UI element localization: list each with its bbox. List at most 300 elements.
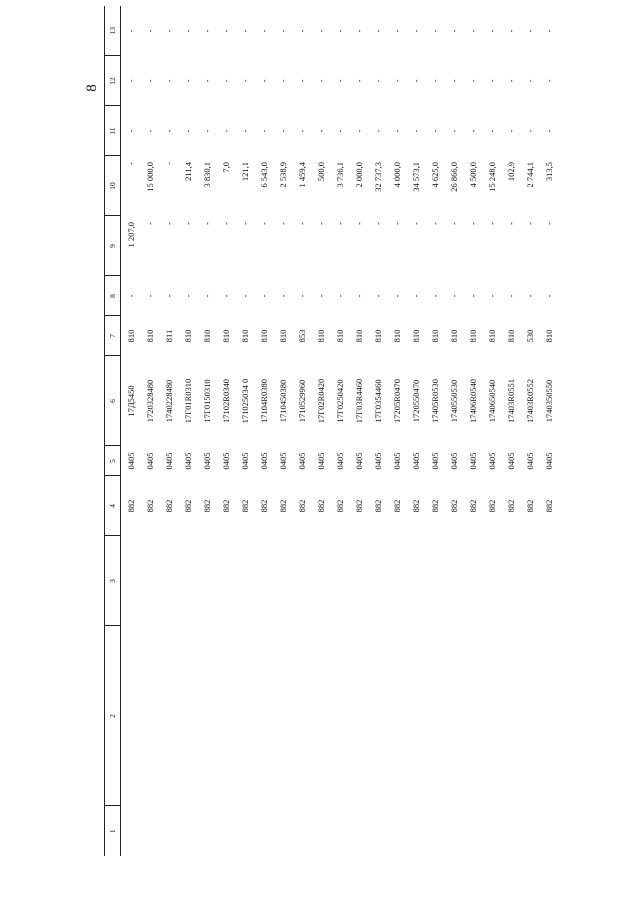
column-header-8: 8	[105, 276, 121, 316]
table-cell-col-13: -	[201, 29, 212, 33]
table-cell-col-1	[425, 806, 444, 856]
table-cell-col-11: -	[315, 129, 326, 133]
table-cell-col-1	[501, 806, 520, 856]
table-container	[104, 27, 578, 856]
table-cell-col-11: -	[372, 129, 383, 133]
table-cell-col-13: -	[220, 29, 231, 33]
table-cell-col-4: 882	[448, 499, 459, 513]
table-cell-col-2	[425, 626, 444, 806]
table-cell-col-5: 0405	[429, 452, 440, 470]
table-cell-col-6: 171025034 0	[239, 378, 250, 424]
column-header-7: 7	[105, 316, 121, 356]
table-cell-col-12: -	[467, 79, 478, 83]
table-cell-col-11: -	[391, 129, 402, 133]
table-cell-col-1	[292, 806, 311, 856]
table-cell-col-8: -	[410, 294, 421, 298]
table-cell-col-10: 4 625,0	[429, 162, 440, 188]
table-cell-col-2	[292, 626, 311, 806]
table-row	[254, 6, 273, 856]
table-cell-col-6: 17Г0250420	[334, 379, 345, 423]
table-cell-col-9: -	[467, 222, 478, 225]
table-cell-col-5: 0405	[486, 452, 497, 470]
table-cell-col-4: 882	[239, 499, 250, 513]
table-cell-col-5: 0405	[524, 452, 535, 470]
table-cell-col-9: -	[201, 222, 212, 225]
table-cell-col-9: -	[410, 222, 421, 225]
table-cell-col-11: -	[467, 129, 478, 133]
budget-table	[104, 6, 558, 856]
table-cell-col-5: 0405	[163, 452, 174, 470]
table-cell-col-7: 810	[334, 329, 345, 343]
table-cell-col-2	[520, 626, 539, 806]
table-cell-col-13: -	[372, 29, 383, 33]
table-cell-col-4: 882	[372, 499, 383, 513]
table-cell-col-13: -	[410, 29, 421, 33]
table-row	[216, 6, 235, 856]
table-cell-col-11: -	[163, 129, 174, 133]
table-cell-col-10: 15 248,0	[486, 162, 497, 192]
table-cell-col-6: 17102R0340	[220, 379, 231, 423]
table-cell-col-9: -	[258, 222, 269, 225]
table-cell-col-13: -	[334, 29, 345, 33]
table-cell-col-2	[273, 626, 292, 806]
table-cell-col-1	[254, 806, 273, 856]
table-cell-col-9: -	[448, 222, 459, 225]
table-row	[539, 6, 558, 856]
table-cell-col-13: -	[467, 29, 478, 33]
table-cell-col-9: -	[144, 222, 155, 225]
table-cell-col-12: -	[372, 79, 383, 83]
table-cell-col-4: 882	[315, 499, 326, 513]
table-cell-col-7: 853	[296, 329, 307, 343]
table-cell-col-12: -	[296, 79, 307, 83]
table-cell-col-5: 0405	[334, 452, 345, 470]
table-cell-col-1	[159, 806, 178, 856]
table-cell-col-5: 0405	[182, 452, 193, 470]
table-cell-col-5: 0405	[315, 452, 326, 470]
table-cell-col-11: -	[524, 129, 535, 133]
table-cell-col-11: -	[296, 129, 307, 133]
table-cell-col-7: 810	[220, 329, 231, 343]
table-cell-col-4: 882	[505, 499, 516, 513]
table-row	[368, 6, 387, 856]
table-cell-col-12: -	[144, 79, 155, 83]
table-cell-col-1	[273, 806, 292, 856]
table-cell-col-9: -	[391, 222, 402, 225]
table-cell-col-3	[425, 536, 444, 626]
table-cell-col-6: 1740550530	[448, 379, 459, 423]
table-cell-col-10: 3 736,1	[334, 162, 345, 188]
table-cell-col-3	[159, 536, 178, 626]
table-cell-col-13: -	[353, 29, 364, 33]
table-row	[292, 6, 311, 856]
table-cell-col-3	[501, 536, 520, 626]
table-cell-col-11: -	[448, 129, 459, 133]
table-cell-col-7: 810	[391, 329, 402, 343]
table-cell-col-1	[197, 806, 216, 856]
table-cell-col-12: -	[258, 79, 269, 83]
table-cell-col-8: -	[429, 294, 440, 298]
table-cell-col-5: 0405	[505, 452, 516, 470]
table-cell-col-2	[482, 626, 501, 806]
table-cell-col-2	[254, 626, 273, 806]
column-header-12: 12	[105, 56, 121, 106]
table-cell-col-11: -	[429, 129, 440, 133]
table-cell-col-1	[387, 806, 406, 856]
table-cell-col-11: -	[125, 129, 136, 133]
table-cell-col-2	[501, 626, 520, 806]
table-cell-col-7: 810	[315, 329, 326, 343]
table-cell-col-5: 0405	[144, 452, 155, 470]
table-cell-col-6: 1740650540	[486, 379, 497, 423]
table-row	[520, 6, 539, 856]
table-cell-col-3	[444, 536, 463, 626]
table-cell-col-7: 810	[429, 329, 440, 343]
header-row	[105, 6, 121, 856]
table-cell-col-11: -	[144, 129, 155, 133]
table-cell-col-2	[444, 626, 463, 806]
table-cell-col-9: -	[372, 222, 383, 225]
table-cell-col-6: 17403R0552	[524, 379, 535, 423]
table-cell-col-8: -	[543, 294, 554, 298]
table-cell-col-7: 810	[144, 329, 155, 343]
table-cell-col-2	[349, 626, 368, 806]
table-cell-col-10: 4 500,0	[467, 162, 478, 188]
table-cell-col-10: 2 538,9	[277, 162, 288, 188]
table-cell-col-13: -	[277, 29, 288, 33]
table-cell-col-5: 0405	[448, 452, 459, 470]
table-cell-col-13: -	[524, 29, 535, 33]
table-cell-col-1	[539, 806, 558, 856]
table-cell-col-5: 0405	[296, 452, 307, 470]
table-cell-col-8: -	[125, 294, 136, 298]
table-row	[197, 6, 216, 856]
table-cell-col-13: -	[296, 29, 307, 33]
table-cell-col-10: 6 543,0	[258, 162, 269, 188]
table-cell-col-5: 0405	[125, 452, 136, 470]
table-cell-col-2	[387, 626, 406, 806]
table-row	[178, 6, 197, 856]
table-cell-col-8: -	[448, 294, 459, 298]
table-cell-col-3	[520, 536, 539, 626]
column-header-1: 1	[108, 829, 117, 834]
table-cell-col-1	[368, 806, 387, 856]
table-cell-col-3	[197, 536, 216, 626]
table-cell-col-10: 121,1	[239, 162, 250, 182]
table-cell-col-13: -	[163, 29, 174, 33]
table-cell-col-6: 17Г01R0310	[182, 378, 193, 424]
table-cell-col-1	[216, 806, 235, 856]
table-row	[501, 6, 520, 856]
table-cell-col-6: 1720328480	[144, 379, 155, 423]
table-cell-col-4: 882	[296, 499, 307, 513]
table-cell-col-6: 17403R0551	[505, 379, 516, 423]
table-cell-col-8: -	[182, 294, 193, 298]
table-cell-col-5: 0405	[410, 452, 421, 470]
table-cell-col-2	[463, 626, 482, 806]
table-cell-col-10: 15 000,0	[144, 162, 155, 192]
table-cell-col-8: -	[486, 294, 497, 298]
table-cell-col-7: 810	[201, 329, 212, 343]
table-cell-col-6: 17Г0354460	[372, 379, 383, 423]
table-cell-col-3	[178, 536, 197, 626]
table-cell-col-8: -	[201, 294, 212, 298]
table-cell-col-3	[235, 536, 254, 626]
table-cell-col-11: -	[505, 129, 516, 133]
table-cell-col-6: 1710450380	[277, 379, 288, 423]
table-cell-col-2	[406, 626, 425, 806]
table-row	[482, 6, 501, 856]
table-cell-col-3	[368, 536, 387, 626]
table-cell-col-3	[330, 536, 349, 626]
table-cell-col-4: 882	[258, 499, 269, 513]
table-row	[159, 6, 178, 856]
table-cell-col-12: -	[220, 79, 231, 83]
table-cell-col-4: 882	[391, 499, 402, 513]
table-cell-col-2	[197, 626, 216, 806]
table-cell-col-9: -	[315, 222, 326, 225]
table-cell-col-1	[406, 806, 425, 856]
table-cell-col-7: 810	[277, 329, 288, 343]
table-cell-col-3	[140, 536, 159, 626]
table-cell-col-13: -	[486, 29, 497, 33]
table-row	[330, 6, 349, 856]
table-cell-col-4: 882	[410, 499, 421, 513]
table-cell-col-1	[140, 806, 159, 856]
table-cell-col-5: 0405	[201, 452, 212, 470]
table-cell-col-5: 0405	[220, 452, 231, 470]
table-cell-col-1	[330, 806, 349, 856]
table-cell-col-12: -	[448, 79, 459, 83]
table-cell-col-2	[216, 626, 235, 806]
table-cell-col-10: 32 737,3	[372, 162, 383, 192]
table-cell-col-8: -	[220, 294, 231, 298]
table-row	[444, 6, 463, 856]
table-cell-col-12: -	[201, 79, 212, 83]
table-cell-col-9: -	[524, 222, 535, 225]
table-cell-col-10: 211,4	[182, 162, 193, 181]
table-cell-col-3	[482, 536, 501, 626]
table-cell-col-13: -	[505, 29, 516, 33]
table-cell-col-12: -	[486, 79, 497, 83]
table-cell-col-6: 17Д5450	[125, 385, 136, 417]
table-cell-col-10: 7,0	[220, 162, 231, 173]
table-cell-col-2	[121, 626, 141, 806]
table-cell-col-8: -	[163, 294, 174, 298]
table-cell-col-11: -	[543, 129, 554, 133]
table-cell-col-4: 882	[182, 499, 193, 513]
table-cell-col-3	[121, 536, 141, 626]
table-cell-col-12: -	[163, 79, 174, 83]
table-cell-col-4: 882	[524, 499, 535, 513]
table-cell-col-4: 882	[543, 499, 554, 513]
table-cell-col-12: -	[524, 79, 535, 83]
table-row	[349, 6, 368, 856]
table-cell-col-10: -	[163, 162, 174, 165]
table-cell-col-8: -	[239, 294, 250, 298]
table-cell-col-10: 1 459,4	[296, 162, 307, 188]
column-header-6: 6	[105, 356, 121, 446]
table-cell-col-5: 0405	[467, 452, 478, 470]
table-cell-col-10: 500,0	[315, 162, 326, 182]
table-cell-col-7: 810	[353, 329, 364, 343]
table-cell-col-1	[178, 806, 197, 856]
table-cell-col-6: 17205R0470	[391, 379, 402, 423]
table-cell-col-6: 17406R0540	[467, 379, 478, 423]
table-cell-col-9: -	[277, 222, 288, 225]
table-cell-col-12: -	[239, 79, 250, 83]
table-cell-col-11: -	[334, 129, 345, 133]
table-cell-col-8: -	[315, 294, 326, 298]
table-cell-col-1	[121, 806, 141, 856]
table-cell-col-4: 882	[125, 499, 136, 513]
table-cell-col-12: -	[505, 79, 516, 83]
table-cell-col-4: 882	[353, 499, 364, 513]
table-cell-col-3	[311, 536, 330, 626]
table-cell-col-3	[273, 536, 292, 626]
table-cell-col-7: 810	[372, 329, 383, 343]
table-cell-col-3	[387, 536, 406, 626]
table-cell-col-9: -	[353, 222, 364, 225]
column-header-2: 2	[105, 626, 121, 806]
table-cell-col-12: -	[182, 79, 193, 83]
table-cell-col-8: -	[296, 294, 307, 298]
table-cell-col-12: -	[429, 79, 440, 83]
table-cell-col-1	[311, 806, 330, 856]
column-header-4: 4	[105, 476, 121, 536]
table-row	[140, 6, 159, 856]
table-cell-col-13: -	[182, 29, 193, 33]
table-cell-col-1	[482, 806, 501, 856]
table-row	[406, 6, 425, 856]
table-cell-col-4: 882	[334, 499, 345, 513]
table-cell-col-3	[254, 536, 273, 626]
table-cell-col-3	[216, 536, 235, 626]
table-cell-col-2	[539, 626, 558, 806]
column-header-5: 5	[105, 446, 121, 476]
table-cell-col-11: -	[258, 129, 269, 133]
table-cell-col-8: -	[372, 294, 383, 298]
table-cell-col-4: 882	[163, 499, 174, 513]
table-cell-col-13: -	[429, 29, 440, 33]
table-cell-col-7: 810	[182, 329, 193, 343]
table-cell-col-11: -	[410, 129, 421, 133]
table-cell-col-4: 882	[486, 499, 497, 513]
table-cell-col-8: -	[258, 294, 269, 298]
table-cell-col-9: -	[220, 222, 231, 225]
table-cell-col-8: -	[277, 294, 288, 298]
table-cell-col-4: 882	[277, 499, 288, 513]
table-cell-col-1	[349, 806, 368, 856]
table-row	[311, 6, 330, 856]
table-cell-col-7: 810	[410, 329, 421, 343]
table-cell-col-9: -	[163, 222, 174, 225]
table-cell-col-13: -	[125, 29, 136, 33]
table-cell-col-12: -	[315, 79, 326, 83]
rotated-table-frame	[104, 27, 578, 856]
table-cell-col-13: -	[448, 29, 459, 33]
table-cell-col-10: -	[125, 162, 136, 165]
table-cell-col-10: 2 744,1	[524, 162, 535, 188]
table-row	[235, 6, 254, 856]
table-cell-col-11: -	[277, 129, 288, 133]
table-cell-col-3	[463, 536, 482, 626]
table-cell-col-6: 17104R0380	[258, 379, 269, 423]
table-cell-col-1	[444, 806, 463, 856]
table-cell-col-9: -	[334, 222, 345, 225]
table-cell-col-12: -	[334, 79, 345, 83]
table-cell-col-8: -	[524, 294, 535, 298]
table-cell-col-11: -	[201, 129, 212, 133]
table-cell-col-7: 810	[239, 329, 250, 343]
table-cell-col-7: 810	[448, 329, 459, 343]
table-cell-col-8: -	[334, 294, 345, 298]
table-cell-col-11: -	[239, 129, 250, 133]
column-header-13: 13	[105, 6, 121, 56]
table-cell-col-7: 811	[163, 329, 174, 343]
table-cell-col-13: -	[543, 29, 554, 33]
table-cell-col-10: 26 866,0	[448, 162, 459, 192]
table-cell-col-7: 810	[543, 329, 554, 343]
table-cell-col-7: 530	[524, 329, 535, 343]
table-cell-col-12: -	[277, 79, 288, 83]
table-cell-col-2	[235, 626, 254, 806]
page-number: 8	[83, 84, 100, 92]
table-cell-col-6: 17Г02R0420	[315, 378, 326, 424]
table-cell-col-3	[539, 536, 558, 626]
table-cell-col-2	[159, 626, 178, 806]
table-cell-col-7: 810	[258, 329, 269, 343]
table-cell-col-13: -	[315, 29, 326, 33]
table-cell-col-2	[178, 626, 197, 806]
table-cell-col-12: -	[543, 79, 554, 83]
table-cell-col-13: -	[258, 29, 269, 33]
table-cell-col-12: -	[125, 79, 136, 83]
column-header-9: 9	[105, 216, 121, 276]
table-cell-col-11: -	[353, 129, 364, 133]
table-cell-col-10: 34 573,1	[410, 162, 421, 192]
table-row	[273, 6, 292, 856]
table-cell-col-6: 1740350550	[543, 379, 554, 423]
table-cell-col-10: 4 000,0	[391, 162, 402, 188]
table-cell-col-9: -	[429, 222, 440, 225]
table-cell-col-12: -	[410, 79, 421, 83]
table-cell-col-12: -	[391, 79, 402, 83]
table-cell-col-5: 0405	[258, 452, 269, 470]
table-cell-col-1	[235, 806, 254, 856]
column-header-10: 10	[105, 156, 121, 216]
table-cell-col-1	[520, 806, 539, 856]
table-cell-col-3	[292, 536, 311, 626]
table-cell-col-5: 0405	[543, 452, 554, 470]
table-body	[121, 6, 559, 856]
table-cell-col-1	[463, 806, 482, 856]
table-cell-col-9: -	[543, 222, 554, 225]
table-cell-col-4: 882	[467, 499, 478, 513]
table-cell-col-7: 810	[505, 329, 516, 343]
table-cell-col-3	[349, 536, 368, 626]
table-cell-col-8: -	[467, 294, 478, 298]
table-cell-col-9: -	[239, 222, 250, 225]
table-cell-col-9: -	[505, 222, 516, 225]
table-cell-col-8: -	[353, 294, 364, 298]
table-cell-col-6: 17Г0150310	[201, 379, 212, 423]
column-header-3: 3	[105, 536, 121, 626]
table-cell-col-5: 0405	[239, 452, 250, 470]
table-cell-col-8: -	[144, 294, 155, 298]
table-cell-col-12: -	[353, 79, 364, 83]
table-cell-col-11: -	[486, 129, 497, 133]
